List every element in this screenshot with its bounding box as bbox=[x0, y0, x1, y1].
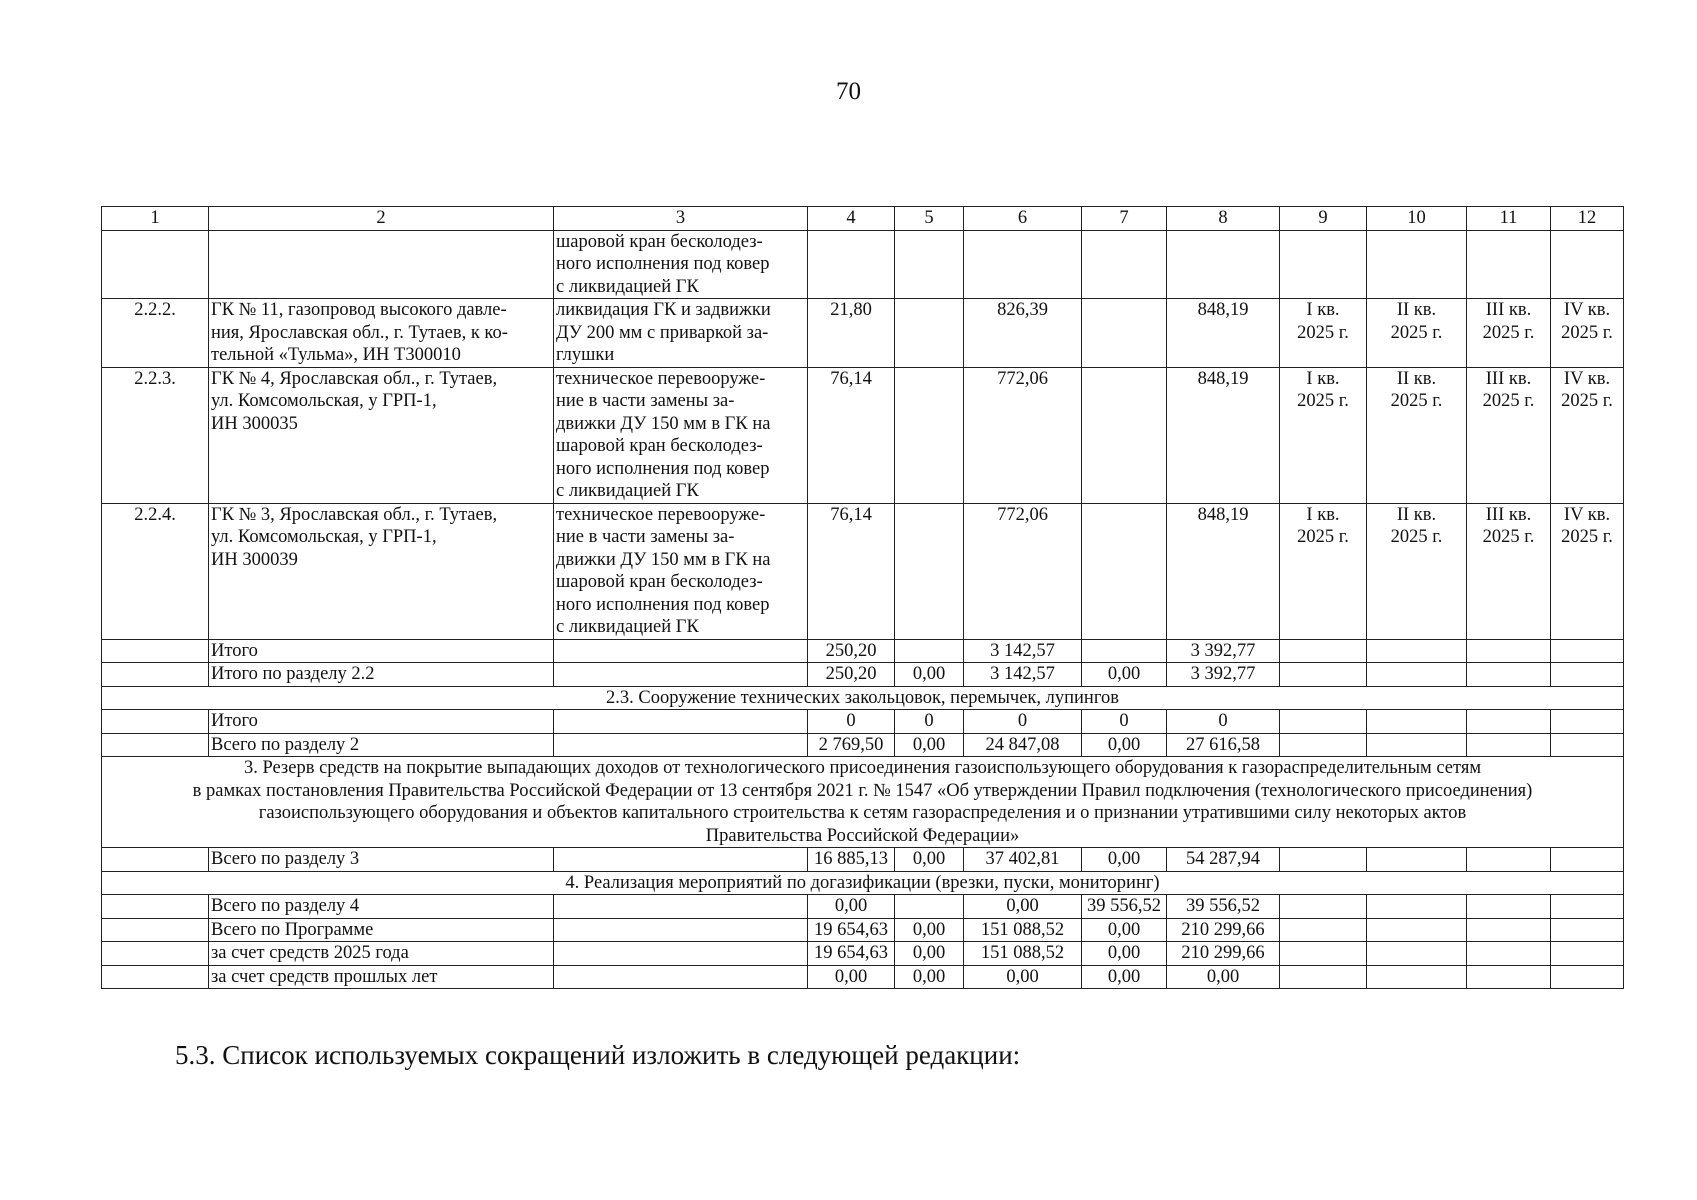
cell-line: ГК № 11, газопровод высокого давле- bbox=[211, 300, 507, 320]
value-cell: 21,80 bbox=[808, 299, 895, 368]
object-cell bbox=[209, 367, 554, 503]
cell-line: I кв. bbox=[1306, 300, 1340, 320]
totals-row bbox=[102, 733, 1624, 757]
cell-line: техническое перевооруже- bbox=[556, 368, 766, 389]
column-number: 10 bbox=[1367, 207, 1467, 231]
column-number: 9 bbox=[1280, 207, 1367, 231]
cell-line: в рамках постановления Правительства Российской Федерации от 13 сентября 2021 г. № 1547 «Об утверждении Правил подключения (технологического присоединения) bbox=[192, 780, 1533, 801]
value-cell: 0 bbox=[964, 710, 1082, 734]
quarter-cell bbox=[1467, 367, 1551, 503]
cell-line: движки ДУ 150 мм в ГК на bbox=[556, 413, 771, 434]
quarter-cell bbox=[1551, 503, 1624, 639]
cell-line: 2025 г. bbox=[1390, 527, 1443, 547]
program-table bbox=[101, 206, 1624, 989]
cell-line: техническое перевооруже- bbox=[556, 504, 766, 525]
cell-line: III кв. bbox=[1485, 300, 1532, 320]
totals-label: Всего по разделу 3 bbox=[209, 848, 554, 872]
quarter-cell bbox=[1280, 367, 1367, 503]
value-cell: 3 392,77 bbox=[1167, 663, 1280, 687]
totals-label: Итого по разделу 2.2 bbox=[209, 663, 554, 687]
value-cell bbox=[895, 367, 964, 503]
value-cell: 0,00 bbox=[895, 733, 964, 757]
cell-line: шаровой кран бесколодез- bbox=[556, 231, 763, 252]
table-row bbox=[102, 503, 1624, 639]
table-row bbox=[102, 230, 1624, 299]
value-cell: 0,00 bbox=[895, 965, 964, 989]
cell-line: IV кв. bbox=[1563, 368, 1611, 389]
cell-line: III кв. bbox=[1485, 368, 1532, 389]
cell-line: ного исполнения под ковер bbox=[556, 594, 770, 615]
value-cell: 0 bbox=[1082, 710, 1167, 734]
value-cell bbox=[1082, 639, 1167, 663]
value-cell: 0,00 bbox=[964, 965, 1082, 989]
value-cell: 39 556,52 bbox=[1082, 895, 1167, 919]
cell-line: ного исполнения под ковер bbox=[556, 458, 770, 479]
totals-label: Итого bbox=[209, 639, 554, 663]
totals-row bbox=[102, 895, 1624, 919]
totals-label: Всего по разделу 2 bbox=[209, 733, 554, 757]
value-cell: 0,00 bbox=[1082, 733, 1167, 757]
value-cell: 27 616,58 bbox=[1167, 733, 1280, 757]
totals-row bbox=[102, 639, 1624, 663]
value-cell: 3 142,57 bbox=[964, 663, 1082, 687]
value-cell: 3 392,77 bbox=[1167, 639, 1280, 663]
cell-line: 2025 г. bbox=[1297, 322, 1349, 343]
cell-line: ИН 300039 bbox=[211, 549, 298, 570]
value-cell: 151 088,52 bbox=[964, 918, 1082, 942]
value-cell: 19 654,63 bbox=[808, 918, 895, 942]
cell-line: 2025 г. bbox=[1297, 391, 1349, 411]
value-cell: 0,00 bbox=[895, 848, 964, 872]
totals-label: Всего по разделу 4 bbox=[209, 895, 554, 919]
cell-line: газоиспользующего оборудования и объектов капитального строительства к сетям газораспределения и о признании утратившими силу некоторых актов bbox=[258, 803, 1467, 823]
column-number: 11 bbox=[1467, 207, 1551, 231]
cell-line: 2025 г. bbox=[1561, 391, 1613, 411]
page-number: 70 bbox=[836, 78, 861, 105]
cell-line: ние в части замены за- bbox=[556, 391, 735, 411]
value-cell bbox=[1082, 503, 1167, 639]
totals-label: Итого bbox=[209, 710, 554, 734]
cell-line: II кв. bbox=[1396, 300, 1437, 320]
cell-line: 2025 г. bbox=[1561, 322, 1613, 343]
quarter-cell bbox=[1280, 299, 1367, 368]
value-cell: 24 847,08 bbox=[964, 733, 1082, 757]
value-cell bbox=[895, 895, 964, 919]
value-cell: 0,00 bbox=[964, 895, 1082, 919]
quarter-cell bbox=[1367, 367, 1467, 503]
value-cell: 16 885,13 bbox=[808, 848, 895, 872]
totals-label: Всего по Программе bbox=[209, 918, 554, 942]
cell-line: шаровой кран бесколодез- bbox=[556, 436, 763, 456]
column-number: 1 bbox=[102, 207, 209, 231]
value-cell bbox=[895, 503, 964, 639]
cell-line: с ликвидацией ГК bbox=[556, 617, 699, 637]
value-cell: 151 088,52 bbox=[964, 942, 1082, 966]
cell-line: II кв. bbox=[1396, 504, 1437, 525]
value-cell: 848,19 bbox=[1167, 299, 1280, 368]
cell-line: ликвидация ГК и задвижки bbox=[556, 300, 771, 320]
totals-row bbox=[102, 710, 1624, 734]
value-cell: 0 bbox=[1167, 710, 1280, 734]
value-cell: 210 299,66 bbox=[1167, 918, 1280, 942]
cell-line: Правительства Российской Федерации» bbox=[705, 825, 1020, 846]
cell-line: ние в части замены за- bbox=[556, 527, 735, 547]
table-row bbox=[102, 367, 1624, 503]
quarter-cell bbox=[1467, 299, 1551, 368]
value-cell: 37 402,81 bbox=[964, 848, 1082, 872]
cell-line: IV кв. bbox=[1563, 300, 1611, 320]
column-number-row bbox=[102, 207, 1624, 231]
measure-cell bbox=[554, 367, 808, 503]
section-2-3-row bbox=[102, 686, 1624, 710]
value-cell: 0,00 bbox=[895, 663, 964, 687]
value-cell: 39 556,52 bbox=[1167, 895, 1280, 919]
value-cell: 76,14 bbox=[808, 503, 895, 639]
cell-line: 2025 г. bbox=[1561, 527, 1613, 547]
quarter-cell bbox=[1551, 299, 1624, 368]
value-cell: 0,00 bbox=[895, 942, 964, 966]
value-cell: 0,00 bbox=[1082, 965, 1167, 989]
totals-row bbox=[102, 663, 1624, 687]
quarter-cell bbox=[1467, 503, 1551, 639]
totals-label: за счет средств 2025 года bbox=[209, 942, 554, 966]
cell-line: ГК № 4, Ярославская обл., г. Тутаев, bbox=[211, 368, 498, 389]
table-row bbox=[102, 299, 1624, 368]
totals-row bbox=[102, 965, 1624, 989]
column-number: 4 bbox=[808, 207, 895, 231]
cell-line: 2025 г. bbox=[1297, 527, 1349, 547]
value-cell: 0,00 bbox=[1167, 965, 1280, 989]
cell-line: 2025 г. bbox=[1390, 322, 1443, 343]
cell-line: ул. Комсомольская, у ГРП-1, bbox=[211, 391, 437, 411]
cell-line: 2025 г. bbox=[1482, 527, 1535, 547]
cell-line: ГК № 3, Ярославская обл., г. Тутаев, bbox=[211, 504, 498, 525]
column-number: 2 bbox=[209, 207, 554, 231]
quarter-cell bbox=[1280, 503, 1367, 639]
cell-line: глушки bbox=[556, 345, 615, 365]
cell-line: ул. Комсомольская, у ГРП-1, bbox=[211, 527, 437, 547]
value-cell: 210 299,66 bbox=[1167, 942, 1280, 966]
cell-line: с ликвидацией ГК bbox=[556, 276, 699, 297]
value-cell: 826,39 bbox=[964, 299, 1082, 368]
value-cell: 0,00 bbox=[808, 965, 895, 989]
column-number: 8 bbox=[1167, 207, 1280, 231]
cell-line: 2025 г. bbox=[1482, 391, 1535, 411]
object-cell bbox=[209, 503, 554, 639]
value-cell: 0,00 bbox=[1082, 663, 1167, 687]
section-title: 4. Реализация мероприятий по догазификации (врезки, пуски, мониторинг) bbox=[102, 871, 1624, 895]
section-5-3-text: 5.3. Список используемых сокращений изложить в следующей редакции: bbox=[175, 1040, 1021, 1070]
cell-line: движки ДУ 150 мм в ГК на bbox=[556, 549, 771, 570]
value-cell: 250,20 bbox=[808, 639, 895, 663]
quarter-cell bbox=[1551, 367, 1624, 503]
section-title bbox=[102, 757, 1624, 848]
measure-cell bbox=[554, 503, 808, 639]
section-4-row bbox=[102, 871, 1624, 895]
value-cell: 76,14 bbox=[808, 367, 895, 503]
totals-row bbox=[102, 918, 1624, 942]
cell-line: тельной «Тульма», ИН Т300010 bbox=[211, 345, 461, 365]
cell-line: 3. Резерв средств на покрытие выпадающих доходов от технологического присоединения газоиспользующего оборудования к газораспределительным сетям bbox=[243, 758, 1482, 778]
cell-line: IV кв. bbox=[1563, 504, 1611, 525]
cell-line: ДУ 200 мм с приваркой за- bbox=[556, 322, 769, 343]
value-cell bbox=[895, 639, 964, 663]
section-3-row bbox=[102, 757, 1624, 848]
value-cell: 0,00 bbox=[1082, 918, 1167, 942]
column-number: 5 bbox=[895, 207, 964, 231]
totals-label: за счет средств прошлых лет bbox=[209, 965, 554, 989]
totals-row bbox=[102, 848, 1624, 872]
column-number: 12 bbox=[1551, 207, 1624, 231]
cell-line: II кв. bbox=[1396, 368, 1437, 389]
value-cell: 848,19 bbox=[1167, 503, 1280, 639]
value-cell bbox=[1082, 299, 1167, 368]
value-cell: 0 bbox=[808, 710, 895, 734]
column-number: 6 bbox=[964, 207, 1082, 231]
value-cell: 772,06 bbox=[964, 367, 1082, 503]
value-cell: 0 bbox=[895, 710, 964, 734]
cell-line: ния, Ярославская обл., г. Тутаев, к ко- bbox=[211, 322, 508, 343]
value-cell: 848,19 bbox=[1167, 367, 1280, 503]
cell-line: 2025 г. bbox=[1482, 322, 1535, 343]
quarter-cell bbox=[1367, 503, 1467, 639]
value-cell: 54 287,94 bbox=[1167, 848, 1280, 872]
value-cell: 0,00 bbox=[1082, 942, 1167, 966]
value-cell: 3 142,57 bbox=[964, 639, 1082, 663]
object-cell bbox=[209, 299, 554, 368]
cell-line: I кв. bbox=[1306, 504, 1340, 525]
value-cell: 2 769,50 bbox=[808, 733, 895, 757]
value-cell: 772,06 bbox=[964, 503, 1082, 639]
measure-cell bbox=[554, 230, 808, 299]
value-cell: 0,00 bbox=[808, 895, 895, 919]
cell-line: 2025 г. bbox=[1390, 391, 1443, 411]
quarter-cell bbox=[1367, 299, 1467, 368]
cell-line: шаровой кран бесколодез- bbox=[556, 572, 763, 592]
value-cell bbox=[1082, 367, 1167, 503]
cell-line: III кв. bbox=[1485, 504, 1532, 525]
column-number: 7 bbox=[1082, 207, 1167, 231]
row-number: 2.2.4. bbox=[102, 503, 209, 639]
value-cell bbox=[895, 299, 964, 368]
row-number: 2.2.3. bbox=[102, 367, 209, 503]
value-cell: 19 654,63 bbox=[808, 942, 895, 966]
cell-line: с ликвидацией ГК bbox=[556, 481, 699, 501]
column-number: 3 bbox=[554, 207, 808, 231]
measure-cell bbox=[554, 299, 808, 368]
row-number: 2.2.2. bbox=[102, 299, 209, 368]
cell-line: I кв. bbox=[1306, 368, 1340, 389]
cell-line: ного исполнения под ковер bbox=[556, 254, 770, 274]
value-cell: 250,20 bbox=[808, 663, 895, 687]
section-title: 2.3. Сооружение технических закольцовок, перемычек, лупингов bbox=[102, 686, 1624, 710]
totals-row bbox=[102, 942, 1624, 966]
value-cell: 0,00 bbox=[895, 918, 964, 942]
cell-line: ИН 300035 bbox=[211, 413, 298, 434]
value-cell: 0,00 bbox=[1082, 848, 1167, 872]
